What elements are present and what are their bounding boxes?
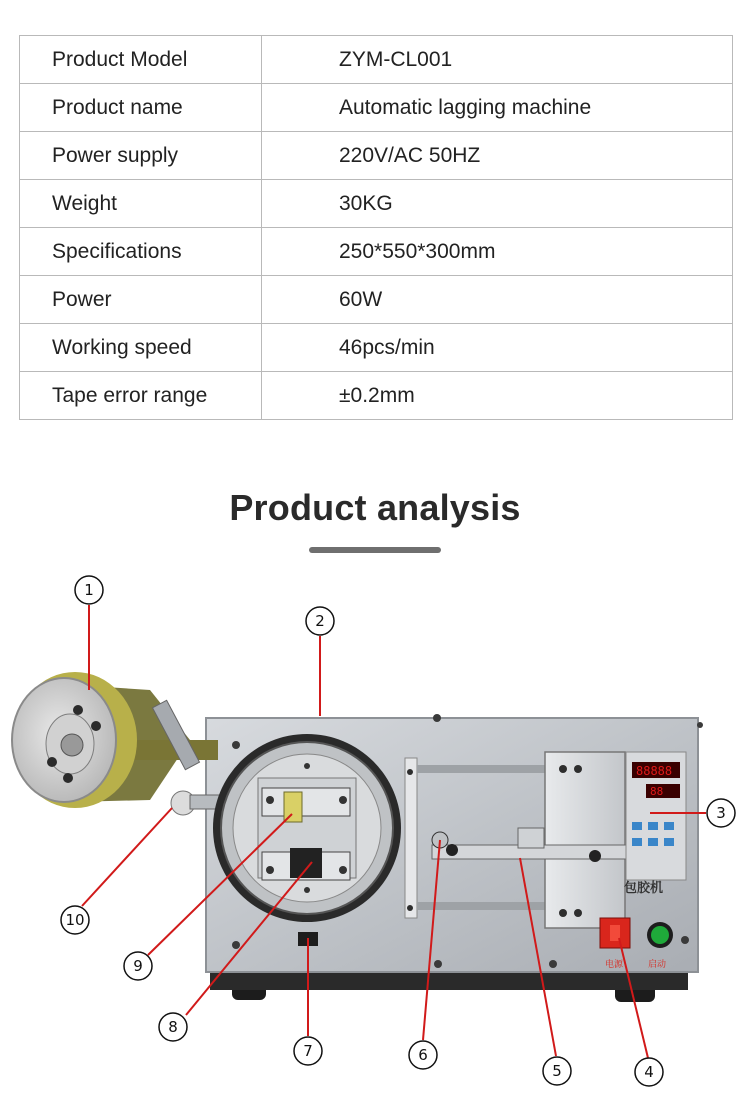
table-row xyxy=(20,180,733,228)
spec-label: Power xyxy=(20,276,262,324)
spec-table xyxy=(19,35,733,420)
svg-text:5: 5 xyxy=(552,1062,562,1080)
callout-8 xyxy=(159,1013,187,1041)
spec-value: 60W xyxy=(262,276,733,324)
callout-9 xyxy=(124,952,152,980)
svg-text:8: 8 xyxy=(168,1018,178,1036)
rotary-ring xyxy=(213,734,401,922)
svg-text:10: 10 xyxy=(65,911,85,929)
svg-text:88: 88 xyxy=(650,785,664,798)
callout-3 xyxy=(707,799,735,827)
spec-label: Product Model xyxy=(20,36,262,84)
spec-value: 46pcs/min xyxy=(262,324,733,372)
spec-label: Specifications xyxy=(20,228,262,276)
table-row xyxy=(20,276,733,324)
control-panel xyxy=(626,752,686,880)
spec-value: ±0.2mm xyxy=(262,372,733,420)
svg-text:88888: 88888 xyxy=(636,764,673,778)
table-row xyxy=(20,324,733,372)
start-button-label: 启动 xyxy=(648,960,667,970)
spec-value: 220V/AC 50HZ xyxy=(262,132,733,180)
table-row xyxy=(20,36,733,84)
svg-text:1: 1 xyxy=(84,581,94,599)
callout-6 xyxy=(409,1041,437,1069)
table-row xyxy=(20,372,733,420)
power-button-label: 电源 xyxy=(605,960,624,970)
callout-5 xyxy=(543,1057,571,1085)
spec-value: 30KG xyxy=(262,180,733,228)
section-title: Product analysis xyxy=(229,487,521,528)
spec-label: Power supply xyxy=(20,132,262,180)
spec-label: Weight xyxy=(20,180,262,228)
spec-label: Working speed xyxy=(20,324,262,372)
spec-value: ZYM-CL001 xyxy=(262,36,733,84)
svg-text:6: 6 xyxy=(418,1046,428,1064)
svg-text:2: 2 xyxy=(315,612,325,630)
spec-value: 250*550*300mm xyxy=(262,228,733,276)
power-switch xyxy=(600,918,630,948)
svg-text:4: 4 xyxy=(644,1063,654,1081)
start-button xyxy=(647,922,673,948)
brand-label: 包胶机 xyxy=(624,881,664,896)
callout-7 xyxy=(294,1037,322,1065)
svg-text:9: 9 xyxy=(133,957,143,975)
table-row xyxy=(20,132,733,180)
callout-2 xyxy=(306,607,334,635)
spec-label: Product name xyxy=(20,84,262,132)
callout-10 xyxy=(61,906,89,934)
spec-value: Automatic lagging machine xyxy=(262,84,733,132)
title-underline xyxy=(309,547,441,553)
svg-text:3: 3 xyxy=(716,804,726,822)
table-row xyxy=(20,84,733,132)
spec-label: Tape error range xyxy=(20,372,262,420)
table-row xyxy=(20,228,733,276)
callout-1 xyxy=(75,576,103,604)
callout-4 xyxy=(635,1058,663,1086)
svg-text:7: 7 xyxy=(303,1042,313,1060)
machine-illustration xyxy=(0,560,750,1101)
